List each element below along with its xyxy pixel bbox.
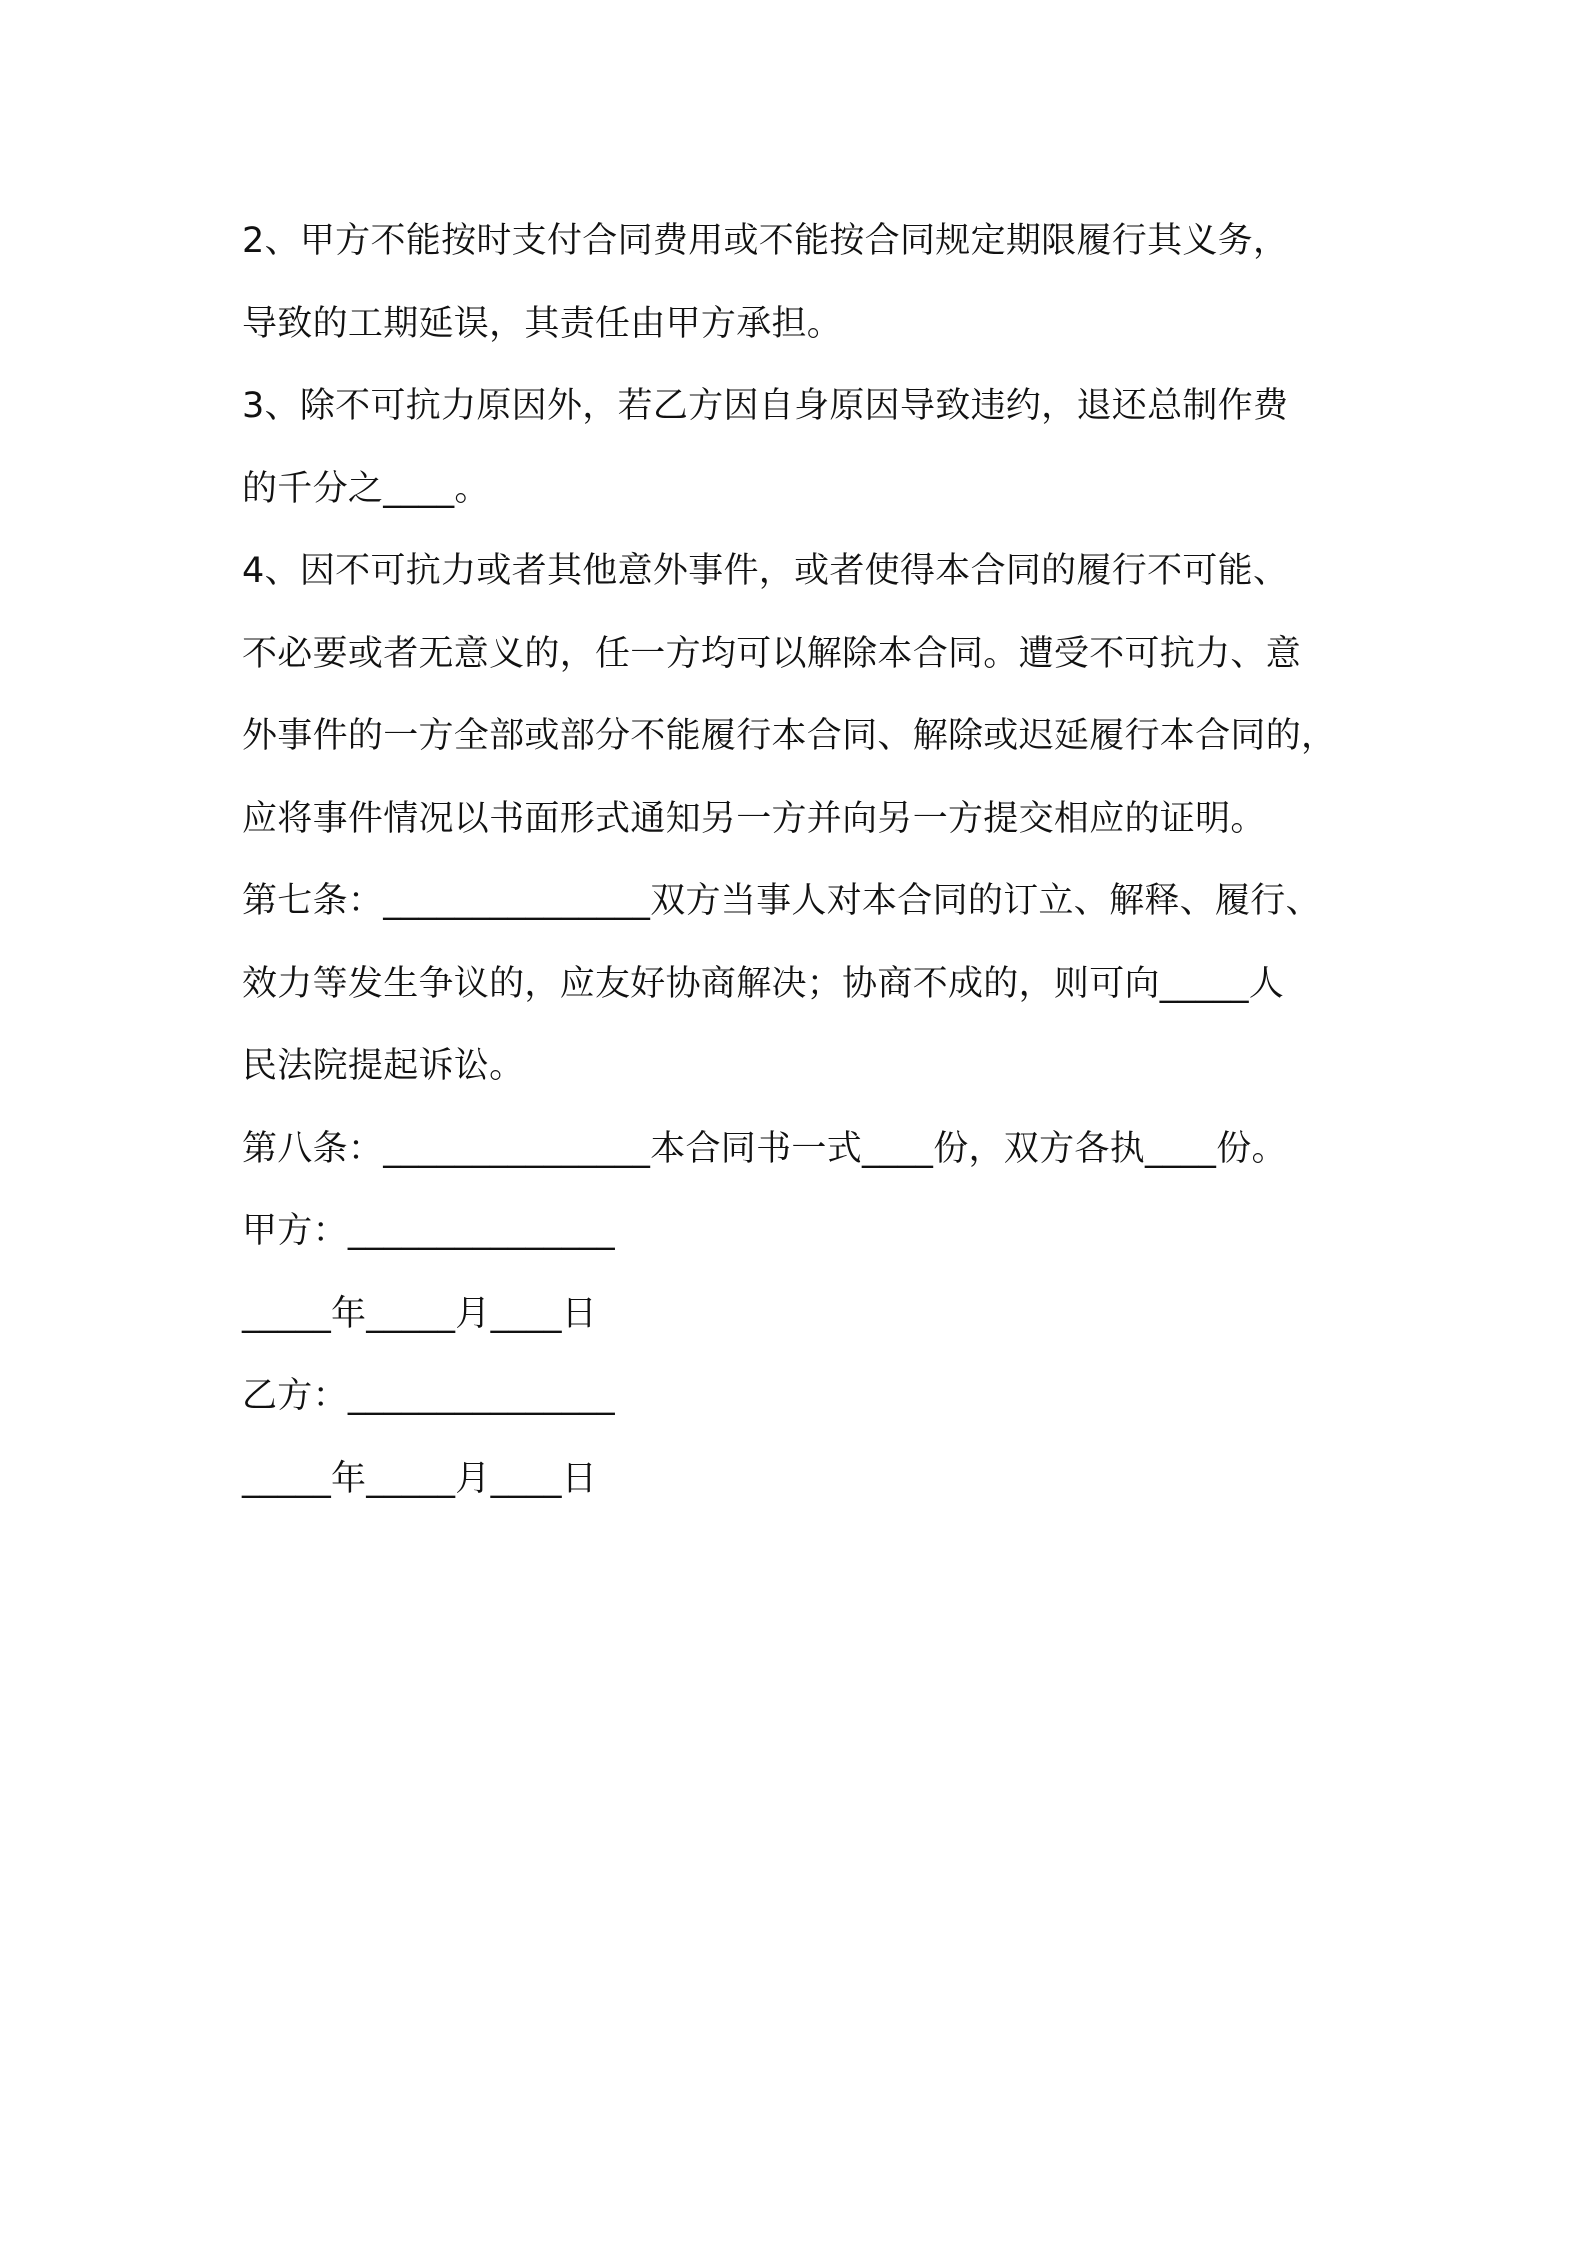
party-b-line: 乙方：_______________ — [242, 1376, 615, 1416]
clause-4 — [242, 530, 1362, 860]
text-line: 外事件的一方全部或部分不能履行本合同、解除或迟延履行本合同的， — [242, 716, 1337, 756]
article-7 — [242, 860, 1362, 1108]
party-a-date: _____年_____月____日 — [242, 1293, 598, 1334]
article-8 — [242, 1108, 1362, 1191]
text-line: 民法院提起诉讼。 — [242, 1046, 525, 1086]
text-line: 第七条：_______________双方当事人对本合同的订立、解释、履行、 — [242, 881, 1321, 921]
contract-body — [242, 200, 1362, 1520]
text-line: 3、除不可抗力原因外，若乙方因自身原因导致违约，退还总制作费 — [242, 386, 1289, 426]
text-line: 第八条：_______________本合同书一式____份，双方各执____份。 — [242, 1128, 1287, 1169]
clause-2 — [242, 200, 1362, 365]
party-b-signature — [242, 1355, 1362, 1520]
party-a-signature — [242, 1190, 1362, 1355]
text-line: 的千分之____。 — [242, 468, 490, 509]
clause-3 — [242, 365, 1362, 530]
party-b-date: _____年_____月____日 — [242, 1458, 598, 1499]
text-line: 应将事件情况以书面形式通知另一方并向另一方提交相应的证明。 — [242, 798, 1266, 839]
text-line: 效力等发生争议的，应友好协商解决；协商不成的，则可向_____人 — [242, 963, 1285, 1004]
text-line: 不必要或者无意义的，任一方均可以解除本合同。遭受不可抗力、意 — [242, 633, 1302, 674]
party-a-line: 甲方：_______________ — [242, 1211, 615, 1251]
text-line: 4、因不可抗力或者其他意外事件，或者使得本合同的履行不可能、 — [242, 551, 1289, 591]
text-line: 导致的工期延误，其责任由甲方承担。 — [242, 303, 843, 344]
text-line: 2、甲方不能按时支付合同费用或不能按合同规定期限履行其义务， — [242, 221, 1289, 261]
